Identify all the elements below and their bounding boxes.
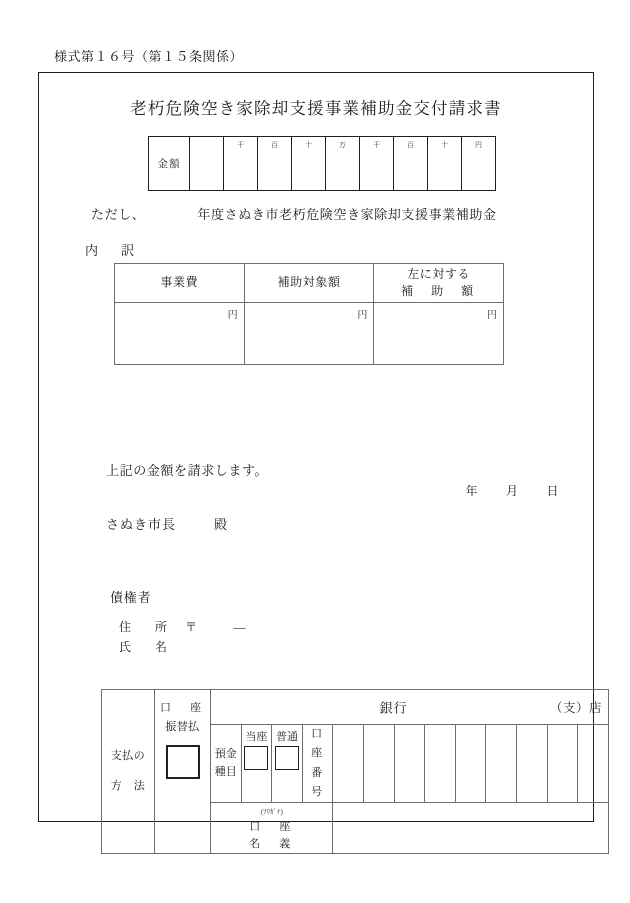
creditor-heading: 債権者: [110, 590, 152, 605]
amount-cell-hyaku1[interactable]: [258, 137, 292, 191]
amount-table: [148, 136, 496, 191]
furigana-label: (ﾌﾘｶﾞﾅ): [260, 808, 283, 816]
account-transfer-checkbox[interactable]: [166, 745, 200, 779]
amount-unit: [190, 137, 223, 142]
account-holder-line1: 口 座: [249, 820, 295, 833]
account-digit-cell[interactable]: [517, 725, 548, 803]
payment-method-label: [102, 690, 155, 854]
amount-unit: 千: [237, 141, 244, 149]
amount-cell-en[interactable]: [462, 137, 496, 191]
deposit-type-current[interactable]: [241, 725, 272, 803]
breakdown-value-hojogaku[interactable]: 円: [374, 303, 504, 365]
deposit-type-line2: 種目: [214, 765, 237, 778]
creditor-name-label: 氏 名: [119, 640, 174, 654]
addressee-line: [106, 514, 228, 533]
amount-label: 金額: [149, 137, 190, 191]
form-number: 様式第１６号（第１５条関係）: [54, 49, 244, 64]
amount-cell-hyaku2[interactable]: [394, 137, 428, 191]
deposit-type-label: [211, 725, 242, 803]
date-day-label[interactable]: 日: [546, 484, 559, 498]
bank-branch-cell[interactable]: [211, 690, 609, 725]
amount-cell-blank[interactable]: [190, 137, 224, 191]
amount-cell-sen2[interactable]: [360, 137, 394, 191]
breakdown-value-row: [115, 303, 504, 365]
amount-unit: 十: [441, 141, 448, 149]
addressee-name: さぬき市長: [106, 517, 177, 532]
account-number-line2: 番 号: [311, 766, 338, 798]
creditor-address-line: [119, 618, 246, 635]
amount-cell-sen1[interactable]: [224, 137, 258, 191]
deposit-type-current-label: 当座: [245, 731, 268, 743]
amount-unit: 万: [339, 141, 346, 149]
account-digit-cell[interactable]: [578, 725, 609, 803]
amount-unit: 十: [305, 141, 312, 149]
proviso-prefix: ただし、: [91, 207, 146, 222]
account-digit-cell[interactable]: [364, 725, 395, 803]
account-digit-cell[interactable]: [333, 725, 364, 803]
breakdown-col-hojotaishougaku: [244, 264, 374, 303]
amount-unit: 百: [271, 141, 278, 149]
proviso-line: [91, 204, 497, 223]
amount-cell-juu1[interactable]: [292, 137, 326, 191]
account-number-label: [302, 725, 338, 803]
account-transfer-line2: 振替払: [165, 721, 200, 734]
deposit-type-ordinary-label: 普通: [276, 731, 299, 743]
deposit-type-ordinary[interactable]: [272, 725, 303, 803]
breakdown-col-label: 補助対象額: [277, 275, 341, 290]
breakdown-value-jigyouhi[interactable]: 円: [115, 303, 245, 365]
breakdown-col-label: 左に対する: [407, 266, 471, 281]
date-year-label[interactable]: 年: [465, 484, 478, 498]
amount-row: [149, 137, 496, 191]
breakdown-header-row: [115, 264, 504, 303]
amount-cell-man[interactable]: [326, 137, 360, 191]
proviso-text: 年度さぬき市老朽危険空き家除却支援事業補助金: [197, 207, 497, 222]
postal-dash: ―: [233, 620, 247, 634]
request-sentence: 上記の金額を請求します。: [106, 463, 269, 478]
branch-word-label: （支）店: [549, 701, 602, 715]
payment-method-label-line2: 方 法: [110, 780, 146, 793]
amount-unit: 円: [475, 141, 482, 149]
account-holder-line2: 名 義: [249, 837, 295, 850]
breakdown-col-hojogaku: [374, 264, 504, 303]
creditor-name-line: [119, 638, 173, 655]
payment-method-table: [101, 689, 609, 850]
account-transfer-label: [155, 690, 211, 854]
payment-method-label-line1: 支払の: [110, 749, 146, 762]
date-line: [465, 482, 559, 499]
bank-name-row: [102, 690, 609, 725]
account-digit-cell[interactable]: [455, 725, 486, 803]
deposit-ordinary-checkbox[interactable]: [275, 746, 299, 770]
amount-cell-juu2[interactable]: [428, 137, 462, 191]
date-month-label[interactable]: 月: [505, 484, 519, 498]
amount-unit: 千: [373, 141, 380, 149]
breakdown-col-jigyouhi: [115, 264, 245, 303]
postal-mark-icon: 〒: [185, 620, 198, 634]
bank-word-label: 銀行: [379, 700, 408, 716]
account-digit-cell[interactable]: [394, 725, 425, 803]
breakdown-col-label: 事業費: [160, 275, 199, 290]
page-title: 老朽危険空き家除却支援事業補助金交付請求書: [130, 99, 502, 118]
breakdown-value-hojotaishougaku[interactable]: 円: [244, 303, 374, 365]
account-holder-label: [211, 803, 333, 854]
deposit-current-checkbox[interactable]: [244, 746, 268, 770]
deposit-type-line1: 預金: [214, 748, 237, 761]
account-digit-cell[interactable]: [547, 725, 578, 803]
addressee-honorific: 殿: [214, 517, 229, 532]
account-transfer-line1: 口 座: [160, 702, 205, 714]
account-holder-input[interactable]: [333, 803, 609, 854]
amount-unit: 百: [407, 141, 414, 149]
document-frame: [38, 72, 602, 850]
account-digit-cell[interactable]: [486, 725, 517, 803]
breakdown-col-label-2: 補 助 額: [401, 284, 477, 298]
breakdown-heading: 内 訳: [85, 243, 140, 258]
account-digit-cell[interactable]: [425, 725, 456, 803]
creditor-address-label: 住 所: [119, 620, 174, 634]
account-number-line1: 口 座: [311, 728, 338, 760]
breakdown-table: [114, 263, 504, 365]
